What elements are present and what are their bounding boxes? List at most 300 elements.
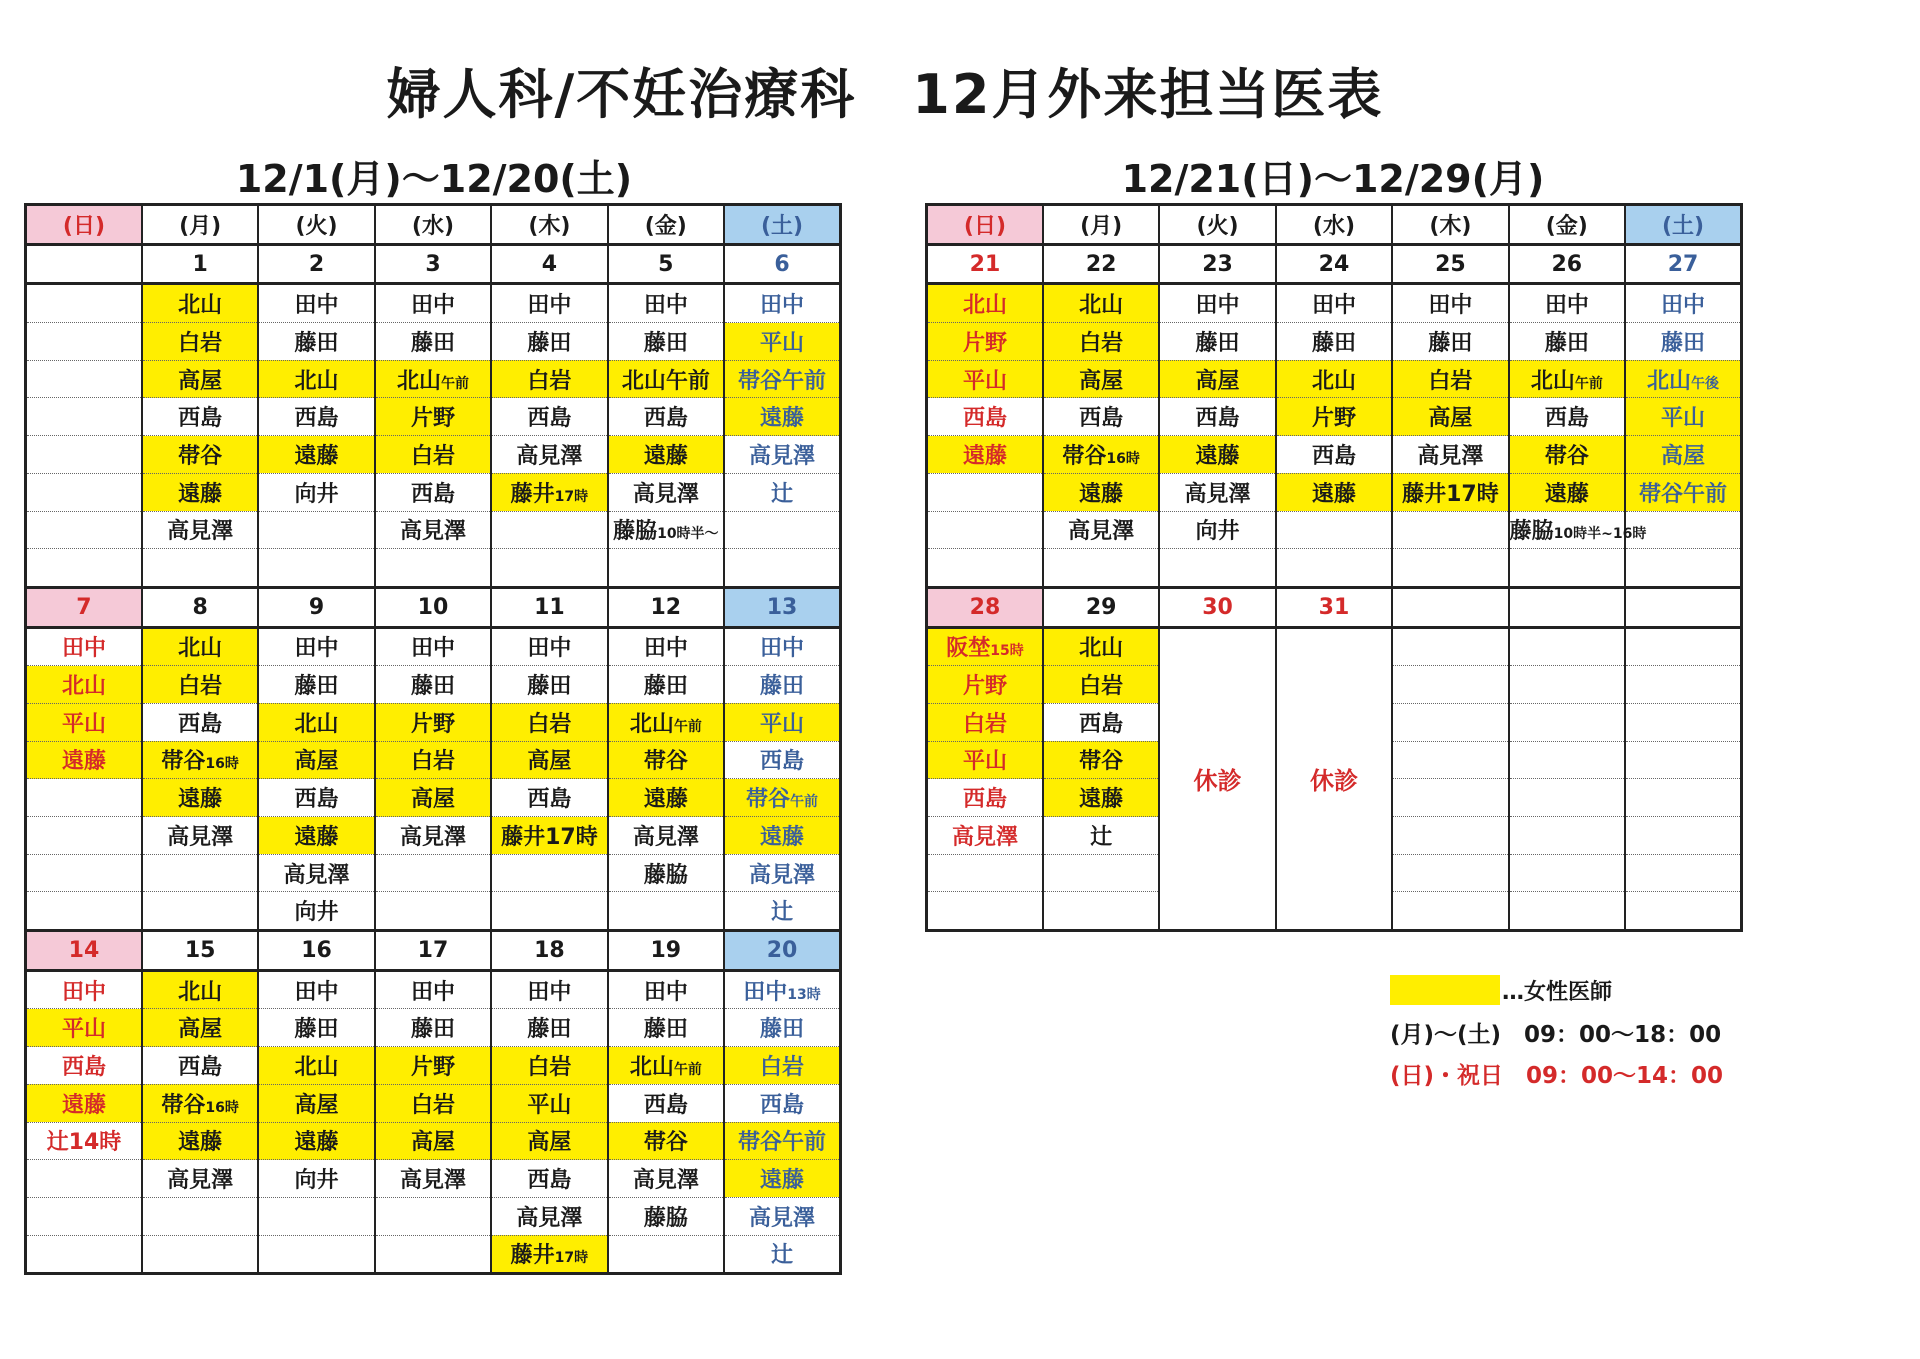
date-row xyxy=(26,244,841,284)
doctor-name: 平山 xyxy=(962,368,1007,394)
date-number: 31 xyxy=(1318,594,1350,620)
doctor-name: 向井 xyxy=(294,1168,339,1194)
doctor-cell xyxy=(724,1047,840,1085)
doctor-cell xyxy=(375,360,491,398)
doctor-cell xyxy=(1043,398,1159,436)
doctor-name: 田中 xyxy=(294,636,339,662)
doctor-name: 片野 xyxy=(410,711,455,737)
date-number: 22 xyxy=(1085,251,1117,277)
doctor-cell xyxy=(1509,549,1625,588)
doctor-name: 高屋 xyxy=(1079,368,1124,394)
empty-cell xyxy=(1625,627,1741,666)
doctor-cell xyxy=(1276,549,1392,588)
weekday-header xyxy=(1509,205,1625,245)
date-cell xyxy=(26,931,142,971)
doctor-name: 高見澤 xyxy=(516,1205,583,1231)
doctor-cell xyxy=(258,360,374,398)
doctor-cell xyxy=(1509,436,1625,474)
date-cell xyxy=(142,931,258,971)
doctor-cell xyxy=(258,970,374,1009)
weekday-label: (日) xyxy=(963,213,1007,239)
doctor-name: 西島 xyxy=(178,406,223,432)
doctor-name: 平山 xyxy=(962,749,1007,775)
doctor-name: 高見澤 xyxy=(167,519,234,545)
doctor-name: 遠藤 xyxy=(1079,481,1124,507)
doctor-cell xyxy=(1509,360,1625,398)
doctor-name: 帯谷午前 xyxy=(738,368,827,394)
weekday-header xyxy=(927,205,1043,245)
doctor-cell xyxy=(142,970,258,1009)
doctor-cell xyxy=(1043,703,1159,741)
doctor-cell xyxy=(26,398,142,436)
doctor-cell xyxy=(258,1235,374,1274)
doctor-name: 遠藤 xyxy=(178,481,223,507)
date-number: 30 xyxy=(1202,594,1233,620)
doctor-cell xyxy=(608,970,724,1009)
doctor-cell xyxy=(1159,284,1275,323)
date-cell xyxy=(724,931,840,971)
doctor-name: 帯谷 xyxy=(643,749,688,775)
date-cell xyxy=(1625,244,1741,284)
doctor-cell xyxy=(608,666,724,704)
weekday-header xyxy=(1043,205,1159,245)
weekday-label: (木) xyxy=(1429,213,1472,239)
doctor-name: 田中 xyxy=(527,636,572,662)
empty-cell xyxy=(1392,892,1508,931)
date-number: 20 xyxy=(766,937,798,963)
doctor-cell xyxy=(258,1084,374,1122)
doctor-cell xyxy=(927,854,1043,892)
doctor-cell xyxy=(608,1084,724,1122)
doctor-cell xyxy=(1159,436,1275,474)
doctor-cell xyxy=(26,323,142,361)
doctor-cell xyxy=(1043,436,1159,474)
doctor-name: 藤田 xyxy=(294,330,339,356)
doctor-row xyxy=(927,511,1742,549)
weekday-label: (水) xyxy=(411,213,455,239)
doctor-cell xyxy=(375,1160,491,1198)
date-number: 27 xyxy=(1667,251,1699,277)
empty-cell xyxy=(1509,779,1625,817)
doctor-cell xyxy=(491,1009,607,1047)
date-cell xyxy=(1159,587,1275,627)
empty-cell xyxy=(1625,666,1741,704)
doctor-row xyxy=(26,323,841,361)
doctor-cell xyxy=(1043,666,1159,704)
weekday-header xyxy=(724,205,840,245)
doctor-cell xyxy=(491,1160,607,1198)
doctor-name: 帯谷 xyxy=(643,1130,688,1156)
date-cell xyxy=(724,244,840,284)
doctor-name: 帯谷午前 xyxy=(738,1130,827,1156)
doctor-cell xyxy=(142,360,258,398)
doctor-cell xyxy=(608,549,724,588)
doctor-name: 田中 xyxy=(643,979,688,1005)
doctor-cell xyxy=(1392,323,1508,361)
weekday-header xyxy=(1276,205,1392,245)
date-cell xyxy=(142,244,258,284)
date-number: 28 xyxy=(969,594,1001,620)
doctor-name: 高屋 xyxy=(410,1130,455,1156)
doctor-name: 白岩 xyxy=(410,443,455,469)
doctor-name: 平山 xyxy=(61,711,106,737)
doctor-name: 遠藤 xyxy=(1079,787,1124,813)
doctor-cell xyxy=(1625,398,1741,436)
doctor-name: 高屋 xyxy=(1661,443,1706,469)
doctor-name: 田中 xyxy=(527,979,572,1005)
closed-day-cell xyxy=(1276,627,1392,931)
doctor-name: 藤田 xyxy=(1661,330,1706,356)
doctor-name: 藤田 xyxy=(527,674,572,700)
doctor-cell xyxy=(26,741,142,779)
date-number: 11 xyxy=(534,594,565,620)
doctor-cell xyxy=(1043,779,1159,817)
doctor-cell xyxy=(608,1235,724,1274)
doctor-cell xyxy=(1625,323,1741,361)
doctor-row xyxy=(927,398,1742,436)
doctor-name: 西島 xyxy=(1079,406,1124,432)
doctor-name: 北山 xyxy=(629,711,674,737)
doctor-name: 辻 xyxy=(771,900,794,926)
doctor-name: 遠藤 xyxy=(643,443,688,469)
doctor-name: 辻 xyxy=(1090,824,1113,850)
doctor-name: 藤田 xyxy=(294,1017,339,1043)
doctor-cell xyxy=(608,323,724,361)
date-cell xyxy=(375,931,491,971)
doctor-name: 田中 xyxy=(1195,293,1240,319)
doctor-cell xyxy=(258,741,374,779)
doctor-cell xyxy=(1043,360,1159,398)
doctor-name: 北山 xyxy=(396,368,441,394)
doctor-name: 北山 xyxy=(962,293,1007,319)
date-row xyxy=(927,587,1742,627)
date-number: 29 xyxy=(1085,594,1117,620)
doctor-cell xyxy=(26,511,142,549)
date-cell xyxy=(491,587,607,627)
doctor-cell xyxy=(142,779,258,817)
doctor-name: 西島 xyxy=(527,1168,572,1194)
doctor-row xyxy=(26,511,841,549)
doctor-name: 白岩 xyxy=(1079,674,1124,700)
weekday-label: (火) xyxy=(295,213,338,239)
doctor-cell xyxy=(258,1047,374,1085)
doctor-row xyxy=(927,436,1742,474)
doctor-name: 高見澤 xyxy=(1417,443,1484,469)
doctor-time-note: 17時 xyxy=(554,1250,589,1267)
doctor-name: 遠藤 xyxy=(643,787,688,813)
doctor-name: 白岩 xyxy=(178,674,223,700)
doctor-cell xyxy=(258,627,374,666)
doctor-name: 田中 xyxy=(294,979,339,1005)
doctor-name: 北山 xyxy=(1647,368,1692,394)
doctor-name: 藤田 xyxy=(1311,330,1356,356)
date-number: 17 xyxy=(417,937,449,963)
doctor-name: 高見澤 xyxy=(283,862,350,888)
date-cell xyxy=(26,244,142,284)
date-number: 26 xyxy=(1551,251,1583,277)
doctor-name: 辻 xyxy=(771,481,794,507)
doctor-name: 遠藤 xyxy=(61,749,106,775)
date-range-right: 12/21(日)～12/29(月) xyxy=(1121,157,1545,201)
doctor-cell xyxy=(1159,473,1275,511)
doctor-cell xyxy=(1043,323,1159,361)
doctor-row xyxy=(26,1122,841,1160)
doctor-cell xyxy=(375,741,491,779)
doctor-row xyxy=(927,549,1742,588)
doctor-name: 高見澤 xyxy=(632,1168,699,1194)
doctor-cell xyxy=(491,398,607,436)
doctor-cell xyxy=(608,741,724,779)
doctor-cell xyxy=(375,970,491,1009)
doctor-name: 高見澤 xyxy=(1068,519,1135,545)
date-cell xyxy=(258,931,374,971)
date-number: 4 xyxy=(541,251,558,277)
doctor-cell xyxy=(142,741,258,779)
empty-cell xyxy=(1392,741,1508,779)
doctor-cell xyxy=(608,398,724,436)
doctor-row xyxy=(26,666,841,704)
doctor-cell xyxy=(26,666,142,704)
weekday-hours: (月)～(土) 09：00～18：00 xyxy=(1390,1022,1722,1048)
doctor-name: 田中 xyxy=(527,293,572,319)
doctor-name: 西島 xyxy=(760,749,805,775)
date-cell xyxy=(1276,587,1392,627)
doctor-name: 片野 xyxy=(962,330,1007,356)
date-cell xyxy=(1625,587,1741,627)
date-cell xyxy=(608,587,724,627)
date-cell xyxy=(927,244,1043,284)
doctor-name: 西島 xyxy=(1544,406,1589,432)
doctor-name: 西島 xyxy=(294,787,339,813)
weekday-label: (土) xyxy=(1661,213,1705,239)
doctor-cell xyxy=(1276,360,1392,398)
doctor-cell xyxy=(1392,549,1508,588)
doctor-row xyxy=(927,284,1742,323)
doctor-cell xyxy=(491,549,607,588)
doctor-name: 藤脇 xyxy=(1509,519,1554,545)
doctor-cell xyxy=(375,1122,491,1160)
doctor-cell xyxy=(1043,817,1159,855)
doctor-name: 西島 xyxy=(962,787,1007,813)
doctor-name: 西島 xyxy=(1311,443,1356,469)
doctor-cell xyxy=(142,323,258,361)
doctor-cell xyxy=(927,323,1043,361)
doctor-cell xyxy=(26,970,142,1009)
closed-day-cell xyxy=(1159,627,1275,931)
doctor-cell xyxy=(608,1047,724,1085)
weekday-label: (月) xyxy=(179,213,222,239)
doctor-name: 西島 xyxy=(178,711,223,737)
weekday-header-row xyxy=(26,205,841,245)
doctor-name: 藤田 xyxy=(1544,330,1589,356)
doctor-name: 白岩 xyxy=(760,1054,805,1080)
weekday-label: (木) xyxy=(528,213,571,239)
doctor-cell xyxy=(258,779,374,817)
doctor-name: 遠藤 xyxy=(61,1092,106,1118)
date-cell xyxy=(1043,587,1159,627)
doctor-name: 藤脇 xyxy=(613,519,658,545)
doctor-time-note: 午前 xyxy=(790,794,819,811)
doctor-time-note: 午後 xyxy=(1691,375,1720,392)
doctor-cell xyxy=(608,854,724,892)
doctor-name: 片野 xyxy=(410,406,455,432)
doctor-cell xyxy=(608,511,724,549)
doctor-name: 北山 xyxy=(1530,368,1575,394)
doctor-cell xyxy=(491,511,607,549)
weekday-header xyxy=(491,205,607,245)
doctor-cell xyxy=(927,473,1043,511)
doctor-row xyxy=(26,398,841,436)
doctor-name: 高屋 xyxy=(294,1092,339,1118)
doctor-cell xyxy=(1159,323,1275,361)
doctor-cell xyxy=(724,741,840,779)
date-row xyxy=(927,244,1742,284)
doctor-cell xyxy=(142,666,258,704)
empty-cell xyxy=(1625,779,1741,817)
doctor-time-note: 10時半~16時 xyxy=(1553,526,1647,543)
empty-cell xyxy=(1392,817,1508,855)
doctor-name: 田中 xyxy=(1544,293,1589,319)
doctor-cell xyxy=(927,284,1043,323)
doctor-cell xyxy=(375,398,491,436)
weekday-label: (火) xyxy=(1196,213,1239,239)
doctor-cell xyxy=(1043,473,1159,511)
doctor-cell xyxy=(491,627,607,666)
doctor-cell xyxy=(1159,549,1275,588)
date-number: 13 xyxy=(766,594,798,620)
empty-cell xyxy=(1625,703,1741,741)
doctor-name: 白岩 xyxy=(527,368,572,394)
doctor-name: 向井 xyxy=(294,481,339,507)
doctor-row xyxy=(26,1160,841,1198)
date-cell xyxy=(724,587,840,627)
doctor-cell xyxy=(927,703,1043,741)
doctor-cell xyxy=(724,1122,840,1160)
date-cell xyxy=(491,931,607,971)
doctor-time-note: 午前 xyxy=(673,1061,702,1078)
doctor-row xyxy=(26,549,841,588)
doctor-name: 向井 xyxy=(1195,519,1240,545)
doctor-time-note: 16時 xyxy=(1106,450,1140,467)
date-cell xyxy=(1043,244,1159,284)
weekday-label: (金) xyxy=(1545,213,1588,239)
doctor-cell xyxy=(724,854,840,892)
doctor-cell xyxy=(258,511,374,549)
doctor-row xyxy=(26,1197,841,1235)
date-cell xyxy=(927,587,1043,627)
doctor-name: 北山 xyxy=(178,979,223,1005)
doctor-cell xyxy=(142,854,258,892)
doctor-cell xyxy=(927,666,1043,704)
doctor-name: 遠藤 xyxy=(760,824,805,850)
doctor-cell xyxy=(1276,436,1392,474)
doctor-name: 高見澤 xyxy=(399,519,466,545)
doctor-cell xyxy=(258,817,374,855)
doctor-cell xyxy=(26,1009,142,1047)
doctor-name: 辻 xyxy=(771,1243,794,1269)
doctor-time-note: 16時 xyxy=(205,1099,239,1116)
doctor-cell xyxy=(26,436,142,474)
doctor-row xyxy=(26,360,841,398)
date-number: 5 xyxy=(658,251,674,277)
doctor-cell xyxy=(26,627,142,666)
doctor-cell xyxy=(927,627,1043,666)
doctor-time-note: 15時 xyxy=(990,643,1024,660)
doctor-name: 高屋 xyxy=(178,1017,223,1043)
doctor-name: 西島 xyxy=(61,1054,106,1080)
doctor-row xyxy=(26,1047,841,1085)
doctor-cell xyxy=(927,436,1043,474)
doctor-cell xyxy=(1625,473,1741,511)
doctor-cell xyxy=(724,1084,840,1122)
doctor-cell xyxy=(491,779,607,817)
doctor-cell xyxy=(491,970,607,1009)
doctor-row xyxy=(26,779,841,817)
closed-label: 休診 xyxy=(1309,767,1358,796)
doctor-cell xyxy=(724,1160,840,1198)
doctor-name: 高見澤 xyxy=(632,824,699,850)
doctor-name: 高見澤 xyxy=(399,824,466,850)
doctor-cell xyxy=(258,666,374,704)
doctor-cell xyxy=(26,1122,142,1160)
holiday-hours: (日)・祝日 09：00～14：00 xyxy=(1390,1063,1724,1089)
doctor-name: 白岩 xyxy=(1079,330,1124,356)
doctor-cell xyxy=(724,511,840,549)
doctor-name: 西島 xyxy=(962,406,1007,432)
doctor-name: 藤脇 xyxy=(643,862,688,888)
doctor-cell xyxy=(927,511,1043,549)
doctor-cell xyxy=(375,703,491,741)
doctor-cell xyxy=(142,1160,258,1198)
doctor-cell xyxy=(375,779,491,817)
doctor-name: 高屋 xyxy=(527,749,572,775)
doctor-name: 平山 xyxy=(760,711,805,737)
doctor-name: 北山 xyxy=(629,1054,674,1080)
weekday-label: (日) xyxy=(62,213,106,239)
doctor-cell xyxy=(724,398,840,436)
doctor-cell xyxy=(608,703,724,741)
doctor-name: 高見澤 xyxy=(951,824,1018,850)
doctor-name: 藤井 xyxy=(510,1243,555,1269)
doctor-name: 藤田 xyxy=(643,1017,688,1043)
doctor-cell xyxy=(26,1197,142,1235)
doctor-row xyxy=(26,1009,841,1047)
weekday-label: (水) xyxy=(1312,213,1356,239)
doctor-cell xyxy=(724,666,840,704)
doctor-name: 帯谷午前 xyxy=(1639,481,1728,507)
empty-cell xyxy=(1509,892,1625,931)
date-cell xyxy=(375,244,491,284)
doctor-cell xyxy=(491,436,607,474)
doctor-name: 西島 xyxy=(643,406,688,432)
doctor-name: 藤田 xyxy=(643,330,688,356)
date-row xyxy=(26,587,841,627)
doctor-cell xyxy=(491,666,607,704)
doctor-cell xyxy=(1043,511,1159,549)
date-number: 12 xyxy=(650,594,682,620)
doctor-cell xyxy=(491,1122,607,1160)
doctor-cell xyxy=(26,1084,142,1122)
doctor-row xyxy=(26,892,841,931)
doctor-cell xyxy=(927,892,1043,931)
empty-cell xyxy=(1392,666,1508,704)
doctor-cell xyxy=(1276,398,1392,436)
doctor-cell xyxy=(26,360,142,398)
doctor-name: 西島 xyxy=(760,1092,805,1118)
doctor-name: 高屋 xyxy=(410,787,455,813)
doctor-cell xyxy=(142,817,258,855)
weekday-header xyxy=(1159,205,1275,245)
